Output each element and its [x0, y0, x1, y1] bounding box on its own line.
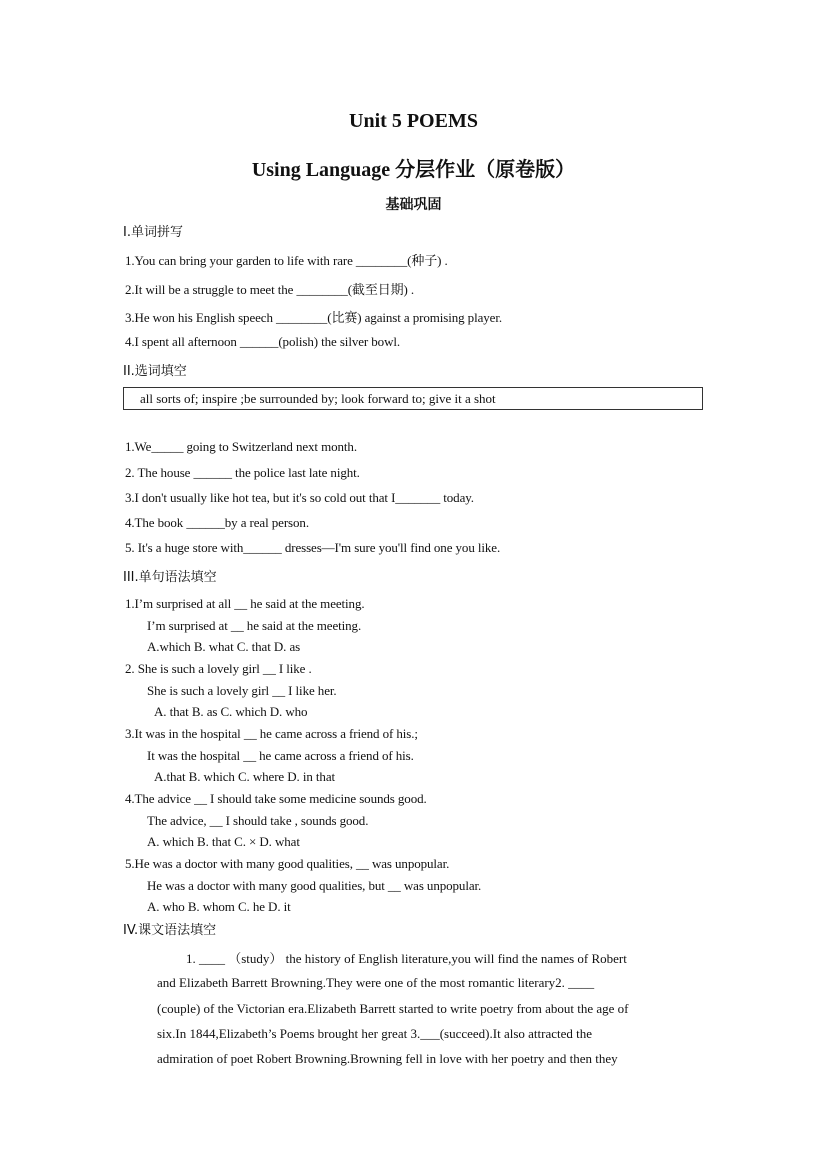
part2-item: 2. The house ______ the police last late night. — [125, 465, 360, 480]
part3-q2-sentence-a: 2. She is such a lovely girl __ I like . — [125, 661, 312, 676]
part3-q4-sentence-b: The advice, __ I should take , sounds good. — [147, 813, 369, 828]
section-heading: 基础巩固 — [385, 198, 442, 213]
part4-line: six.In 1844,Elizabeth’s Poems brought her great 3.___(succeed).It also attracted the — [157, 1026, 593, 1041]
part3-q4-sentence-a: 4.The advice __ I should take some medicine sounds good. — [125, 791, 427, 806]
part4-line: and Elizabeth Barrett Browning.They were one of the most romantic literary2. ____ — [157, 975, 595, 990]
part3-q2-options: A. that B. as C. which D. who — [154, 704, 308, 719]
part2-item: 3.I don't usually like hot tea, but it's so cold out that I_______ today. — [125, 490, 474, 505]
part4-heading: IV.课文语法填空 — [123, 923, 217, 938]
part4-line: (couple) of the Victorian era.Elizabeth Barrett started to write poetry from about the age of — [157, 1001, 629, 1016]
part3-q4-options: A. which B. that C. × D. what — [147, 834, 300, 849]
page-subtitle: Using Language 分层作业（原卷版） — [251, 159, 576, 181]
part4-line: 1. ____ （study） the history of English literature,you will find the names of Robert — [186, 951, 627, 966]
part1-item: 1.You can bring your garden to life with rare ________(种子) . — [125, 253, 448, 268]
part2-item: 4.The book ______by a real person. — [125, 515, 309, 530]
part3-q1-sentence-b: I’m surprised at __ he said at the meeting. — [147, 618, 362, 633]
part2-heading: II.选词填空 — [123, 364, 187, 379]
part1-item: 3.He won his English speech ________(比赛) against a promising player. — [125, 310, 502, 325]
part2-item: 1.We_____ going to Switzerland next month. — [125, 439, 357, 454]
word-bank-box — [123, 387, 703, 410]
part3-q3-options: A.that B. which C. where D. in that — [154, 769, 335, 784]
part3-q1-sentence-a: 1.I’m surprised at all __ he said at the meeting. — [125, 596, 365, 611]
part3-q2-sentence-b: She is such a lovely girl __ I like her. — [147, 683, 337, 698]
part1-item: 4.I spent all afternoon ______(polish) the silver bowl. — [125, 334, 401, 349]
part1-heading: I.单词拼写 — [123, 225, 183, 240]
part3-q5-sentence-a: 5.He was a doctor with many good qualities, __ was unpopular. — [125, 856, 450, 871]
part1-item: 2.It will be a struggle to meet the ________(截至日期) . — [125, 282, 415, 297]
part3-q5-options: A. who B. whom C. he D. it — [147, 899, 291, 914]
part3-q1-options: A.which B. what C. that D. as — [147, 639, 301, 654]
part3-q5-sentence-b: He was a doctor with many good qualities, but __ was unpopular. — [147, 878, 482, 893]
part3-q3-sentence-a: 3.It was in the hospital __ he came across a friend of his.; — [125, 726, 418, 741]
page-title: Unit 5 POEMS — [349, 110, 478, 132]
part2-item: 5. It's a huge store with______ dresses—I'm sure you'll find one you like. — [125, 540, 501, 555]
word-bank-text: all sorts of; inspire ;be surrounded by; look forward to; give it a shot — [140, 391, 496, 406]
part3-q3-sentence-b: It was the hospital __ he came across a friend of his. — [147, 748, 414, 763]
part4-line: admiration of poet Robert Browning.Browning fell in love with her poetry and then they — [157, 1051, 618, 1066]
part3-heading: III.单句语法填空 — [123, 570, 217, 585]
